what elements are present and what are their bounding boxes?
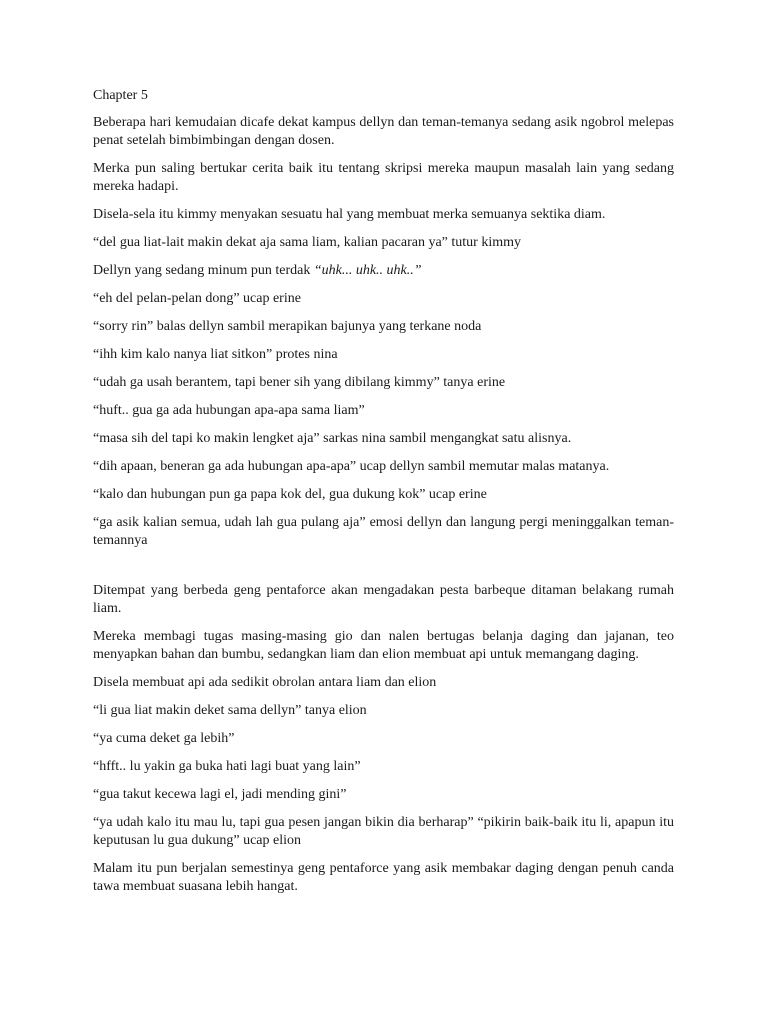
paragraph: Disela-sela itu kimmy menyakan sesuatu hal yang membuat merka semuanya sektika diam. [93, 207, 606, 222]
paragraph: “li gua liat makin deket sama dellyn” tanya elion [93, 703, 367, 718]
paragraph: “kalo dan hubungan pun ga papa kok del, gua dukung kok” ucap erine [93, 487, 487, 502]
chapter-title: Chapter 5 [93, 88, 148, 103]
paragraph: “ya udah kalo itu mau lu, tapi gua pesen jangan bikin dia berharap” “pikirin baik-baik itu li, apapun itu keputusan lu gua dukung” ucap elion [93, 815, 674, 848]
paragraph-dellyn-line [93, 262, 674, 280]
paragraph: “eh del pelan-pelan dong” ucap erine [93, 291, 301, 306]
paragraph: “dih apaan, beneran ga ada hubungan apa-apa” ucap dellyn sambil memutar malas matanya. [93, 459, 610, 474]
paragraph: “huft.. gua ga ada hubungan apa-apa sama liam” [93, 403, 365, 418]
cough-sound-text: “uhk... uhk.. uhk..” [313, 263, 422, 278]
paragraph: “ya cuma deket ga lebih” [93, 731, 235, 746]
paragraph: Mereka membagi tugas masing-masing gio dan nalen bertugas belanja daging dan jajanan, teo menyapkan bahan dan bumbu, sedangkan liam dan elion membuat api untuk memangang daging. [93, 629, 674, 662]
paragraph: “sorry rin” balas dellyn sambil merapikan bajunya yang terkane noda [93, 319, 482, 334]
paragraph: Ditempat yang berbeda geng pentaforce akan mengadakan pesta barbeque ditaman belakang rumah liam. [93, 583, 674, 616]
paragraph: Merka pun saling bertukar cerita baik itu tentang skripsi mereka maupun masalah lain yang sedang mereka hadapi. [93, 161, 674, 194]
paragraph: “hfft.. lu yakin ga buka hati lagi buat yang lain” [93, 759, 361, 774]
paragraph: Disela membuat api ada sedikit obrolan antara liam dan elion [93, 675, 437, 690]
paragraph: “del gua liat-lait makin dekat aja sama liam, kalian pacaran ya” tutur kimmy [93, 235, 521, 250]
paragraph: “masa sih del tapi ko makin lengket aja” sarkas nina sambil mengangkat satu alisnya. [93, 431, 572, 446]
paragraph: Beberapa hari kemudaian dicafe dekat kampus dellyn dan teman-temanya sedang asik ngobrol melepas penat setelah bimbimbingan dengan dosen. [93, 115, 674, 148]
paragraph: “ga asik kalian semua, udah lah gua pulang aja” emosi dellyn dan langung pergi meninggalkan teman-temannya [93, 515, 674, 548]
paragraph: “gua takut kecewa lagi el, jadi mending gini” [93, 787, 347, 802]
paragraph: “udah ga usah berantem, tapi bener sih yang dibilang kimmy” tanya erine [93, 375, 506, 390]
dellyn-line-text: Dellyn yang sedang minum pun terdak [93, 263, 314, 278]
paragraph: “ihh kim kalo nanya liat sitkon” protes nina [93, 347, 338, 362]
paragraph: Malam itu pun berjalan semestinya geng pentaforce yang asik membakar daging dengan penuh canda tawa membuat suasana lebih hangat. [93, 861, 674, 894]
